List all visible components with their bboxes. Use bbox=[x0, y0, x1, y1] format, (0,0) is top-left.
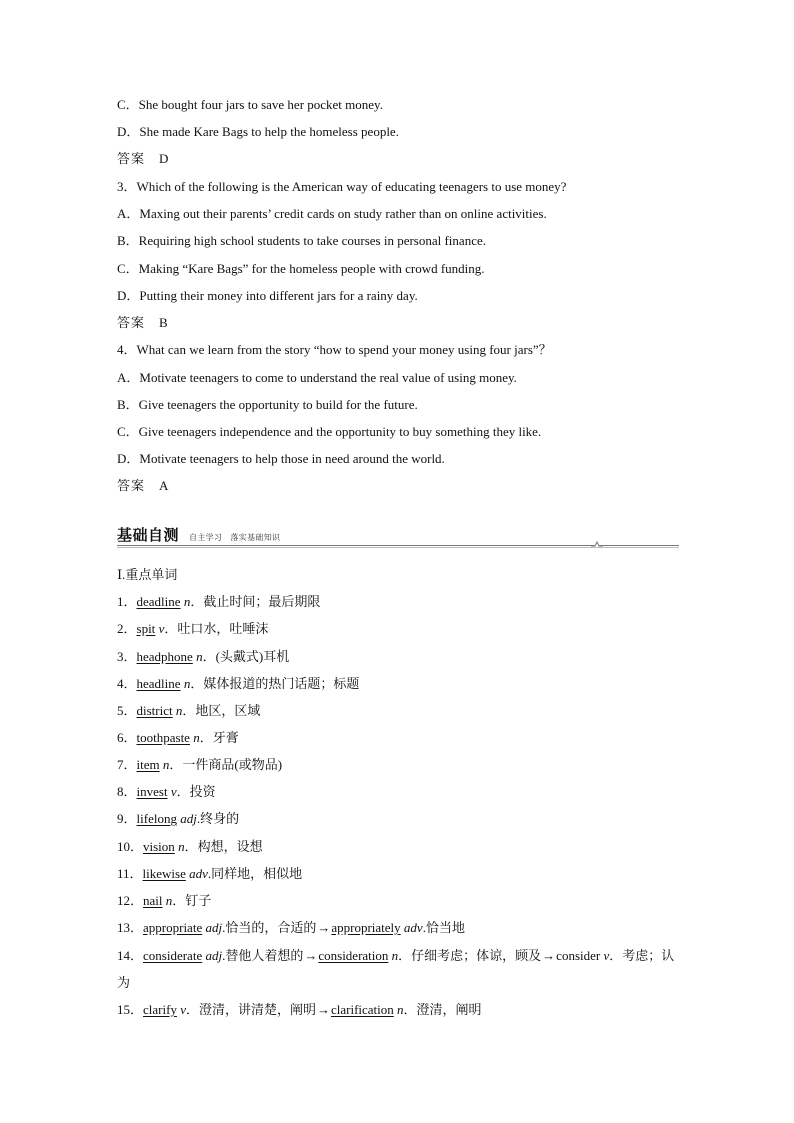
arrow-icon: → bbox=[317, 920, 331, 935]
vocab-definition: ．截止时间；最后期限 bbox=[190, 594, 321, 609]
vocab-pos: adj bbox=[205, 920, 223, 935]
vocab-item bbox=[117, 838, 682, 856]
vocab-word: spit bbox=[136, 621, 156, 636]
vocab-derived-word: appropriately bbox=[331, 920, 401, 935]
vocab-item bbox=[117, 892, 682, 910]
vocab-derived-pos: n bbox=[391, 948, 399, 963]
vocab-word: headline bbox=[136, 676, 181, 691]
vocab-pos: n bbox=[193, 730, 200, 745]
vocab-item bbox=[117, 756, 682, 774]
vocab-word: district bbox=[136, 703, 173, 718]
vocab-item bbox=[117, 620, 682, 638]
vocab-derived-definition: ．澄清，阐明 bbox=[403, 1002, 482, 1017]
vocab-number: 5． bbox=[117, 703, 137, 718]
vocab-pos: n bbox=[178, 839, 185, 854]
divider-notch-icon bbox=[591, 540, 603, 548]
vocab-item bbox=[117, 942, 682, 996]
q3-stem: 3．Which of the following is the American way of educating teenagers to use money? bbox=[117, 179, 567, 194]
vocab-number: 6． bbox=[117, 730, 137, 745]
answer-label: 答案 bbox=[117, 315, 146, 330]
vocab-word: headphone bbox=[136, 649, 193, 664]
vocab-number: 8． bbox=[117, 784, 137, 799]
vocab-pos: n bbox=[183, 594, 191, 609]
section-header bbox=[117, 522, 679, 550]
section-subtitle: 自主学习 落实基础知识 bbox=[189, 533, 281, 542]
q4-option-a: A．Motivate teenagers to come to understand the real value of using money. bbox=[117, 370, 517, 385]
vocab-pos: v bbox=[158, 621, 165, 636]
vocab-number: 12． bbox=[117, 893, 144, 908]
vocab-definition: .替他人着想的 bbox=[222, 948, 304, 963]
vocab-pos: n bbox=[196, 649, 203, 664]
vocab-word: invest bbox=[136, 784, 168, 799]
vocab-pos: n bbox=[162, 757, 170, 772]
answer-label: 答案 bbox=[117, 478, 146, 493]
vocab-pos: adj bbox=[205, 948, 223, 963]
vocab-definition: ．媒体报道的热门话题；标题 bbox=[190, 676, 360, 691]
vocab-word: likewise bbox=[142, 866, 186, 881]
vocab-definition: ．构想，设想 bbox=[184, 839, 263, 854]
vocab-number: 1． bbox=[117, 594, 137, 609]
vocab-word: considerate bbox=[143, 948, 203, 963]
vocab-number: 11． bbox=[117, 866, 143, 881]
q4-option-d: D．Motivate teenagers to help those in need around the world. bbox=[117, 451, 445, 466]
vocab-number: 13． bbox=[117, 920, 144, 935]
vocab-definition: ．吐口水，吐唾沫 bbox=[164, 621, 269, 636]
vocab-definition: ．澄清，讲清楚，阐明 bbox=[185, 1002, 316, 1017]
vocab-definition: ．(头戴式)耳机 bbox=[202, 649, 290, 664]
q3-option-c: C．Making “Kare Bags” for the homeless people with crowd funding. bbox=[117, 261, 485, 276]
q2-option-c: C．She bought four jars to save her pocket money. bbox=[117, 97, 383, 112]
vocab-item bbox=[117, 593, 682, 611]
arrow-icon: → bbox=[316, 1002, 330, 1017]
vocab-pos: v bbox=[170, 784, 177, 799]
vocab-word: nail bbox=[143, 893, 163, 908]
vocab-number: 4． bbox=[117, 676, 137, 691]
vocab-derived-pos: adv bbox=[403, 920, 423, 935]
q2-option-d: D．She made Kare Bags to help the homeless people. bbox=[117, 124, 399, 139]
vocab-pos: v bbox=[180, 1002, 186, 1017]
vocab-item bbox=[117, 919, 682, 937]
vocab-number: 10． bbox=[117, 839, 144, 854]
q4-answer bbox=[117, 477, 168, 495]
q3-option-b: B．Requiring high school students to take courses in personal finance. bbox=[117, 233, 486, 248]
vocab-derived-definition: ．仔细考虑；体谅，顾及 bbox=[398, 948, 542, 963]
vocab-definition: .同样地，相似地 bbox=[207, 866, 303, 881]
vocab-definition: .恰当的，合适的 bbox=[222, 920, 317, 935]
answer-value: A bbox=[159, 478, 169, 493]
answer-value: B bbox=[159, 315, 168, 330]
vocab-word: toothpaste bbox=[136, 730, 190, 745]
vocab-pos: n bbox=[165, 893, 173, 908]
vocab-item bbox=[117, 702, 682, 720]
vocab-number: 14． bbox=[117, 948, 144, 963]
vocab-word: vision bbox=[143, 839, 175, 854]
vocab-number: 15． bbox=[117, 1002, 144, 1017]
vocab-item bbox=[117, 675, 682, 693]
vocab-item bbox=[117, 729, 682, 747]
vocab-definition: ．牙膏 bbox=[199, 730, 239, 745]
vocab-pos: n bbox=[183, 676, 191, 691]
answer-label: 答案 bbox=[117, 151, 146, 166]
vocab-derived-definition: ．考虑；认为 bbox=[117, 948, 675, 990]
vocab-item bbox=[117, 810, 682, 828]
vocab-item bbox=[117, 648, 682, 666]
answer-value: D bbox=[159, 151, 169, 166]
vocab-derived-pos: v bbox=[603, 948, 610, 963]
vocab-item bbox=[117, 865, 682, 883]
vocab-derived-word: consideration bbox=[318, 948, 389, 963]
q3-option-a: A．Maxing out their parents’ credit cards on study rather than on online activities. bbox=[117, 206, 547, 221]
q4-stem: 4．What can we learn from the story “how to spend your money using four jars”？ bbox=[117, 342, 552, 357]
vocab-pos: n bbox=[175, 703, 183, 718]
vocab-number: 2． bbox=[117, 621, 137, 636]
vocab-item bbox=[117, 1001, 682, 1019]
vocab-word: deadline bbox=[136, 594, 181, 609]
arrow-icon: → bbox=[304, 948, 318, 963]
vocab-pos: adj bbox=[180, 811, 197, 826]
arrow-icon: → bbox=[542, 948, 556, 963]
vocab-definition: .终身的 bbox=[196, 811, 240, 826]
vocab-definition: ．投资 bbox=[176, 784, 216, 799]
vocab-derived-definition: .恰当地 bbox=[422, 920, 465, 935]
q3-answer bbox=[117, 314, 168, 332]
vocab-number: 7． bbox=[117, 757, 137, 772]
vocab-definition: ．钉子 bbox=[172, 893, 212, 908]
vocab-pos: adv bbox=[189, 866, 208, 881]
q4-option-b: B．Give teenagers the opportunity to build for the future. bbox=[117, 397, 418, 412]
vocab-word: lifelong bbox=[136, 811, 177, 826]
vocab-derived-pos: n bbox=[397, 1002, 404, 1017]
vocab-derived-word: consider bbox=[556, 948, 601, 963]
vocab-word: item bbox=[136, 757, 160, 772]
section-title: 基础自测 bbox=[117, 526, 180, 544]
vocab-word: appropriate bbox=[143, 920, 203, 935]
vocab-definition: ．一件商品(或物品) bbox=[169, 757, 283, 772]
q2-answer bbox=[117, 150, 168, 168]
vocab-derived-word: clarification bbox=[330, 1002, 394, 1017]
vocab-item bbox=[117, 783, 682, 801]
vocab-definition: ．地区，区域 bbox=[182, 703, 261, 718]
q4-option-c: C．Give teenagers independence and the opportunity to buy something they like. bbox=[117, 424, 542, 439]
vocab-number: 9． bbox=[117, 811, 137, 826]
q3-option-d: D．Putting their money into different jars for a rainy day. bbox=[117, 288, 418, 303]
vocab-word: clarify bbox=[143, 1002, 177, 1017]
subheading-key-words: Ⅰ.重点单词 bbox=[117, 567, 178, 582]
vocab-number: 3． bbox=[117, 649, 137, 664]
